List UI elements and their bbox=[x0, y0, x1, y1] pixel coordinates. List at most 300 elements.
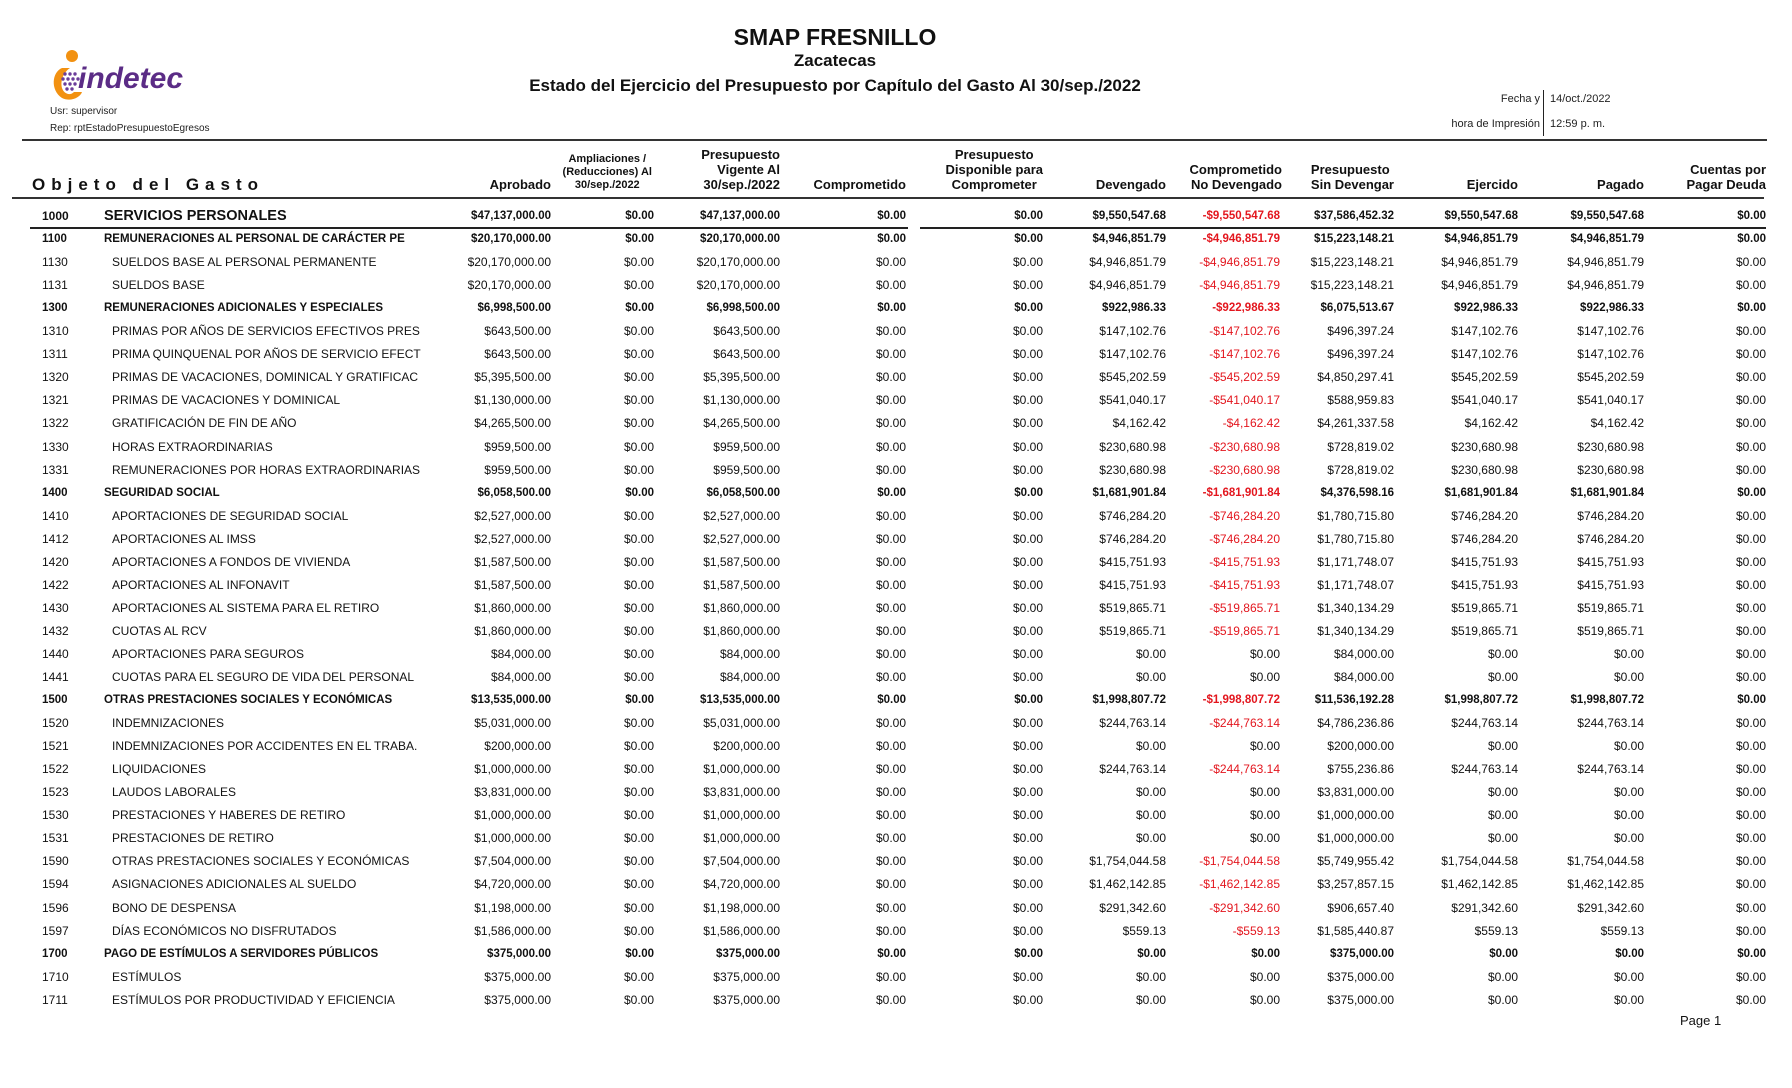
cell-sin-devengar: $1,780,715.80 bbox=[1317, 531, 1394, 546]
cell-pagado: $244,763.14 bbox=[1577, 762, 1644, 777]
cell-cuentas-por-pagar: $0.00 bbox=[1735, 324, 1766, 339]
account-description: GRATIFICACIÓN DE FIN DE AÑO bbox=[112, 416, 297, 431]
cell-comprometido: $0.00 bbox=[875, 370, 906, 385]
cell-sin-devengar: $6,075,513.67 bbox=[1320, 302, 1394, 315]
cell-aprobado: $47,137,000.00 bbox=[471, 210, 551, 222]
cell-cuentas-por-pagar: $0.00 bbox=[1737, 233, 1766, 246]
account-code: 1590 bbox=[42, 854, 69, 869]
cell-aprobado: $1,587,500.00 bbox=[474, 554, 551, 569]
cell-comprometido: $0.00 bbox=[877, 486, 906, 499]
cell-comprometido-no-devengado: $0.00 bbox=[1249, 739, 1280, 754]
cell-ampliaciones: $0.00 bbox=[623, 508, 654, 523]
print-datetime bbox=[1440, 90, 1680, 138]
account-code: 1522 bbox=[42, 762, 69, 777]
cell-ejercido: $0.00 bbox=[1487, 992, 1518, 1007]
cell-comprometido-no-devengado: $0.00 bbox=[1249, 992, 1280, 1007]
col-ampliaciones: Ampliaciones / (Reducciones) Al 30/sep./2022 bbox=[562, 153, 652, 191]
cell-cuentas-por-pagar: $0.00 bbox=[1737, 486, 1766, 499]
cell-comprometido: $0.00 bbox=[877, 233, 906, 246]
table-row bbox=[0, 897, 1792, 920]
cell-comprometido-no-devengado: $0.00 bbox=[1249, 785, 1280, 800]
cell-devengado: $244,763.14 bbox=[1099, 716, 1166, 731]
cell-vigente: $375,000.00 bbox=[716, 947, 780, 960]
table-row bbox=[0, 804, 1792, 827]
cell-cuentas-por-pagar: $0.00 bbox=[1735, 739, 1766, 754]
table-row bbox=[0, 320, 1792, 343]
cell-cuentas-por-pagar: $0.00 bbox=[1735, 577, 1766, 592]
cell-comprometido: $0.00 bbox=[877, 302, 906, 315]
print-time-value: 12:59 p. m. bbox=[1550, 118, 1606, 130]
cell-pagado: $4,162.42 bbox=[1590, 416, 1644, 431]
cell-ejercido: $230,680.98 bbox=[1451, 462, 1518, 477]
cell-aprobado: $1,130,000.00 bbox=[474, 393, 551, 408]
cell-devengado: $0.00 bbox=[1135, 969, 1166, 984]
cell-vigente: $6,998,500.00 bbox=[706, 302, 780, 315]
account-description: PRIMAS POR AÑOS DE SERVICIOS EFECTIVOS PRES bbox=[112, 324, 420, 339]
cell-comprometido-no-devengado: -$922,986.33 bbox=[1212, 302, 1280, 315]
cell-aprobado: $1,000,000.00 bbox=[474, 831, 551, 846]
table-row bbox=[0, 966, 1792, 989]
account-description: APORTACIONES AL INFONAVIT bbox=[112, 577, 290, 592]
account-description: APORTACIONES PARA SEGUROS bbox=[112, 646, 305, 661]
cell-vigente: $643,500.00 bbox=[713, 324, 780, 339]
cell-sin-devengar: $728,819.02 bbox=[1327, 439, 1394, 454]
cell-comprometido: $0.00 bbox=[875, 508, 906, 523]
print-time-label: hora de Impresión bbox=[1451, 118, 1540, 130]
cell-ejercido: $0.00 bbox=[1487, 969, 1518, 984]
cell-ejercido: $9,550,547.68 bbox=[1444, 210, 1518, 222]
cell-ampliaciones: $0.00 bbox=[623, 808, 654, 823]
cell-ejercido: $545,202.59 bbox=[1451, 370, 1518, 385]
cell-vigente: $375,000.00 bbox=[713, 992, 780, 1007]
cell-comprometido-no-devengado: $0.00 bbox=[1251, 947, 1280, 960]
cell-cuentas-por-pagar: $0.00 bbox=[1735, 462, 1766, 477]
cell-devengado: $0.00 bbox=[1135, 992, 1166, 1007]
cell-sin-devengar: $1,171,748.07 bbox=[1317, 554, 1394, 569]
cell-disponible: $0.00 bbox=[1012, 877, 1043, 892]
cell-devengado: $415,751.93 bbox=[1099, 577, 1166, 592]
cell-pagado: $4,946,851.79 bbox=[1567, 255, 1644, 270]
cell-sin-devengar: $15,223,148.21 bbox=[1310, 255, 1394, 270]
cell-devengado: $4,946,851.79 bbox=[1089, 255, 1166, 270]
cell-vigente: $20,170,000.00 bbox=[696, 278, 780, 293]
cell-vigente: $7,504,000.00 bbox=[703, 854, 780, 869]
cell-ampliaciones: $0.00 bbox=[623, 347, 654, 362]
table-row bbox=[0, 366, 1792, 389]
account-description: APORTACIONES DE SEGURIDAD SOCIAL bbox=[112, 508, 349, 523]
cell-sin-devengar: $728,819.02 bbox=[1327, 462, 1394, 477]
table-row bbox=[0, 620, 1792, 643]
col-comprometido-no-devengado: Comprometido No Devengado bbox=[1189, 162, 1282, 192]
cell-sin-devengar: $375,000.00 bbox=[1327, 969, 1394, 984]
account-description: SUELDOS BASE AL PERSONAL PERMANENTE bbox=[112, 255, 377, 270]
cell-comprometido-no-devengado: -$415,751.93 bbox=[1209, 577, 1280, 592]
cell-devengado: $746,284.20 bbox=[1099, 508, 1166, 523]
cell-pagado: $541,040.17 bbox=[1577, 393, 1644, 408]
account-description: APORTACIONES AL SISTEMA PARA EL RETIRO bbox=[112, 600, 380, 615]
account-code: 1400 bbox=[42, 486, 68, 499]
table-row bbox=[0, 712, 1792, 735]
table-row bbox=[0, 343, 1792, 366]
cell-comprometido: $0.00 bbox=[875, 577, 906, 592]
cell-sin-devengar: $1,000,000.00 bbox=[1317, 808, 1394, 823]
table-row bbox=[0, 459, 1792, 482]
cell-pagado: $4,946,851.79 bbox=[1567, 278, 1644, 293]
cell-sin-devengar: $200,000.00 bbox=[1327, 739, 1394, 754]
cell-disponible: $0.00 bbox=[1014, 486, 1043, 499]
account-description: APORTACIONES A FONDOS DE VIVIENDA bbox=[112, 554, 351, 569]
cell-ampliaciones: $0.00 bbox=[623, 416, 654, 431]
cell-aprobado: $1,860,000.00 bbox=[474, 623, 551, 638]
cell-aprobado: $20,170,000.00 bbox=[467, 255, 551, 270]
account-description: LIQUIDACIONES bbox=[112, 762, 207, 777]
account-code: 1000 bbox=[42, 209, 69, 223]
cell-ampliaciones: $0.00 bbox=[623, 531, 654, 546]
account-description: REMUNERACIONES POR HORAS EXTRAORDINARIAS bbox=[112, 462, 421, 477]
print-date-label: Fecha y bbox=[1500, 93, 1540, 105]
cell-ejercido: $244,763.14 bbox=[1451, 762, 1518, 777]
cell-vigente: $1,000,000.00 bbox=[703, 762, 780, 777]
cell-vigente: $47,137,000.00 bbox=[700, 210, 780, 222]
cell-sin-devengar: $496,397.24 bbox=[1327, 324, 1394, 339]
cell-ampliaciones: $0.00 bbox=[623, 923, 654, 938]
cell-ejercido: $541,040.17 bbox=[1451, 393, 1518, 408]
col-presupuesto-vigente: Presupuesto Vigente Al 30/sep./2022 bbox=[701, 147, 780, 192]
cell-ejercido: $147,102.76 bbox=[1451, 347, 1518, 362]
cell-comprometido-no-devengado: -$4,162.42 bbox=[1222, 416, 1280, 431]
cell-pagado: $291,342.60 bbox=[1577, 900, 1644, 915]
cell-ampliaciones: $0.00 bbox=[625, 233, 654, 246]
cell-aprobado: $200,000.00 bbox=[484, 739, 551, 754]
table-row bbox=[0, 643, 1792, 666]
cell-pagado: $0.00 bbox=[1613, 739, 1644, 754]
cell-comprometido-no-devengado: -$746,284.20 bbox=[1209, 531, 1280, 546]
cell-disponible: $0.00 bbox=[1012, 739, 1043, 754]
cell-comprometido: $0.00 bbox=[875, 255, 906, 270]
cell-devengado: $922,986.33 bbox=[1102, 302, 1166, 315]
cell-comprometido: $0.00 bbox=[875, 992, 906, 1007]
account-description: CUOTAS AL RCV bbox=[112, 623, 207, 638]
cell-comprometido-no-devengado: -$1,754,044.58 bbox=[1199, 854, 1280, 869]
cell-aprobado: $7,504,000.00 bbox=[474, 854, 551, 869]
cell-devengado: $519,865.71 bbox=[1099, 623, 1166, 638]
cell-disponible: $0.00 bbox=[1012, 324, 1043, 339]
cell-ampliaciones: $0.00 bbox=[623, 646, 654, 661]
cell-pagado: $0.00 bbox=[1613, 646, 1644, 661]
cell-aprobado: $6,998,500.00 bbox=[477, 302, 551, 315]
cell-comprometido: $0.00 bbox=[875, 554, 906, 569]
cell-sin-devengar: $375,000.00 bbox=[1327, 992, 1394, 1007]
account-code: 1700 bbox=[42, 947, 68, 960]
cell-vigente: $5,395,500.00 bbox=[703, 370, 780, 385]
cell-devengado: $4,946,851.79 bbox=[1092, 233, 1166, 246]
table-row bbox=[0, 873, 1792, 896]
cell-aprobado: $6,058,500.00 bbox=[477, 486, 551, 499]
table-row bbox=[0, 920, 1792, 943]
account-description: PRIMAS DE VACACIONES, DOMINICAL Y GRATIFICAC bbox=[112, 370, 419, 385]
account-code: 1300 bbox=[42, 302, 68, 315]
cell-ampliaciones: $0.00 bbox=[623, 716, 654, 731]
cell-disponible: $0.00 bbox=[1012, 923, 1043, 938]
cell-ejercido: $4,946,851.79 bbox=[1444, 233, 1518, 246]
account-description: PRESTACIONES Y HABERES DE RETIRO bbox=[112, 808, 346, 823]
cell-sin-devengar: $15,223,148.21 bbox=[1310, 278, 1394, 293]
cell-ejercido: $0.00 bbox=[1487, 785, 1518, 800]
table-row bbox=[0, 781, 1792, 804]
account-description: CUOTAS PARA EL SEGURO DE VIDA DEL PERSONAL bbox=[112, 670, 415, 684]
cell-devengado: $9,550,547.68 bbox=[1092, 210, 1166, 222]
cell-ampliaciones: $0.00 bbox=[623, 670, 654, 684]
cell-ejercido: $1,998,807.72 bbox=[1444, 694, 1518, 707]
cell-pagado: $244,763.14 bbox=[1577, 716, 1644, 731]
cell-vigente: $1,587,500.00 bbox=[703, 554, 780, 569]
account-code: 1410 bbox=[42, 508, 69, 523]
account-description: APORTACIONES AL IMSS bbox=[112, 531, 256, 546]
cell-sin-devengar: $4,376,598.16 bbox=[1320, 486, 1394, 499]
cell-cuentas-por-pagar: $0.00 bbox=[1735, 670, 1766, 684]
cell-ampliaciones: $0.00 bbox=[625, 210, 654, 222]
cell-pagado: $746,284.20 bbox=[1577, 531, 1644, 546]
account-description: SERVICIOS PERSONALES bbox=[104, 208, 287, 224]
cell-cuentas-por-pagar: $0.00 bbox=[1735, 347, 1766, 362]
cell-comprometido-no-devengado: -$1,998,807.72 bbox=[1202, 694, 1280, 707]
cell-ejercido: $746,284.20 bbox=[1451, 531, 1518, 546]
cell-vigente: $959,500.00 bbox=[713, 462, 780, 477]
cell-aprobado: $1,860,000.00 bbox=[474, 600, 551, 615]
cell-aprobado: $643,500.00 bbox=[484, 324, 551, 339]
account-code: 1310 bbox=[42, 324, 69, 339]
cell-ampliaciones: $0.00 bbox=[625, 947, 654, 960]
cell-ejercido: $0.00 bbox=[1487, 739, 1518, 754]
cell-sin-devengar: $4,850,297.41 bbox=[1317, 370, 1394, 385]
account-description: PAGO DE ESTÍMULOS A SERVIDORES PÚBLICOS bbox=[104, 947, 379, 960]
account-description: PRIMAS DE VACACIONES Y DOMINICAL bbox=[112, 393, 341, 408]
cell-vigente: $13,535,000.00 bbox=[700, 694, 780, 707]
cell-ampliaciones: $0.00 bbox=[625, 302, 654, 315]
account-code: 1596 bbox=[42, 900, 69, 915]
cell-comprometido-no-devengado: -$4,946,851.79 bbox=[1202, 233, 1280, 246]
cell-cuentas-por-pagar: $0.00 bbox=[1737, 694, 1766, 707]
cell-devengado: $0.00 bbox=[1135, 670, 1166, 684]
cell-cuentas-por-pagar: $0.00 bbox=[1735, 716, 1766, 731]
cell-devengado: $415,751.93 bbox=[1099, 554, 1166, 569]
cell-cuentas-por-pagar: $0.00 bbox=[1735, 923, 1766, 938]
cell-ejercido: $0.00 bbox=[1487, 808, 1518, 823]
cell-disponible: $0.00 bbox=[1014, 947, 1043, 960]
cell-cuentas-por-pagar: $0.00 bbox=[1735, 808, 1766, 823]
cell-vigente: $4,265,500.00 bbox=[703, 416, 780, 431]
table-row bbox=[0, 850, 1792, 873]
cell-devengado: $559.13 bbox=[1122, 923, 1166, 938]
concept-row bbox=[0, 297, 1792, 320]
cell-pagado: $0.00 bbox=[1613, 992, 1644, 1007]
cell-aprobado: $959,500.00 bbox=[484, 439, 551, 454]
cell-aprobado: $4,265,500.00 bbox=[474, 416, 551, 431]
cell-disponible: $0.00 bbox=[1012, 462, 1043, 477]
cell-ejercido: $0.00 bbox=[1489, 947, 1518, 960]
cell-comprometido: $0.00 bbox=[875, 623, 906, 638]
cell-comprometido: $0.00 bbox=[875, 600, 906, 615]
cell-ejercido: $519,865.71 bbox=[1451, 623, 1518, 638]
cell-vigente: $1,130,000.00 bbox=[703, 393, 780, 408]
cell-comprometido-no-devengado: -$4,946,851.79 bbox=[1199, 278, 1280, 293]
account-description: LAUDOS LABORALES bbox=[112, 785, 237, 800]
account-code: 1321 bbox=[42, 393, 69, 408]
table-row bbox=[0, 597, 1792, 620]
account-code: 1500 bbox=[42, 694, 68, 707]
cell-comprometido-no-devengado: -$147,102.76 bbox=[1209, 324, 1280, 339]
cell-cuentas-por-pagar: $0.00 bbox=[1735, 831, 1766, 846]
cell-vigente: $1,860,000.00 bbox=[703, 600, 780, 615]
table-row bbox=[0, 574, 1792, 597]
cell-ampliaciones: $0.00 bbox=[623, 370, 654, 385]
cell-comprometido-no-devengado: -$746,284.20 bbox=[1209, 508, 1280, 523]
cell-vigente: $643,500.00 bbox=[713, 347, 780, 362]
table-row bbox=[0, 758, 1792, 781]
cell-aprobado: $2,527,000.00 bbox=[474, 531, 551, 546]
cell-comprometido-no-devengado: -$4,946,851.79 bbox=[1199, 255, 1280, 270]
cell-ejercido: $559.13 bbox=[1474, 923, 1518, 938]
cell-pagado: $922,986.33 bbox=[1580, 302, 1644, 315]
cell-disponible: $0.00 bbox=[1012, 278, 1043, 293]
account-code: 1322 bbox=[42, 416, 69, 431]
cell-comprometido: $0.00 bbox=[875, 347, 906, 362]
cell-aprobado: $20,170,000.00 bbox=[471, 233, 551, 246]
cell-disponible: $0.00 bbox=[1012, 255, 1043, 270]
cell-comprometido: $0.00 bbox=[875, 785, 906, 800]
cell-comprometido-no-devengado: $0.00 bbox=[1249, 670, 1280, 684]
cell-pagado: $147,102.76 bbox=[1577, 347, 1644, 362]
account-description: ESTÍMULOS POR PRODUCTIVIDAD Y EFICIENCIA bbox=[112, 992, 395, 1007]
table-row bbox=[0, 666, 1792, 689]
cell-ejercido: $922,986.33 bbox=[1454, 302, 1518, 315]
print-box-divider bbox=[1543, 90, 1544, 136]
cell-comprometido: $0.00 bbox=[875, 278, 906, 293]
cell-disponible: $0.00 bbox=[1014, 233, 1043, 246]
cell-comprometido-no-devengado: -$9,550,547.68 bbox=[1202, 210, 1280, 222]
cell-comprometido: $0.00 bbox=[875, 969, 906, 984]
col-sin-devengar: Presupuesto Sin Devengar bbox=[1310, 162, 1394, 192]
cell-vigente: $200,000.00 bbox=[713, 739, 780, 754]
cell-disponible: $0.00 bbox=[1014, 302, 1043, 315]
entity-title: SMAP FRESNILLO bbox=[733, 24, 937, 50]
col-objeto-del-gasto: Objeto del Gasto bbox=[32, 175, 265, 194]
cell-ampliaciones: $0.00 bbox=[623, 785, 654, 800]
cell-pagado: $1,681,901.84 bbox=[1570, 486, 1644, 499]
cell-comprometido: $0.00 bbox=[875, 716, 906, 731]
cell-aprobado: $643,500.00 bbox=[484, 347, 551, 362]
cell-sin-devengar: $1,340,134.29 bbox=[1317, 623, 1394, 638]
chapter-row bbox=[0, 205, 1792, 228]
cell-comprometido-no-devengado: $0.00 bbox=[1249, 808, 1280, 823]
cell-devengado: $1,681,901.84 bbox=[1092, 486, 1166, 499]
cell-aprobado: $2,527,000.00 bbox=[474, 508, 551, 523]
table-row bbox=[0, 412, 1792, 435]
cell-sin-devengar: $84,000.00 bbox=[1333, 670, 1394, 684]
cell-devengado: $0.00 bbox=[1135, 646, 1166, 661]
cell-ampliaciones: $0.00 bbox=[623, 762, 654, 777]
cell-cuentas-por-pagar: $0.00 bbox=[1737, 947, 1766, 960]
cell-devengado: $230,680.98 bbox=[1099, 439, 1166, 454]
cell-disponible: $0.00 bbox=[1012, 531, 1043, 546]
cell-disponible: $0.00 bbox=[1012, 439, 1043, 454]
cell-aprobado: $84,000.00 bbox=[490, 670, 551, 684]
account-description: REMUNERACIONES AL PERSONAL DE CARÁCTER PE bbox=[104, 233, 405, 246]
cell-disponible: $0.00 bbox=[1012, 347, 1043, 362]
cell-devengado: $147,102.76 bbox=[1099, 347, 1166, 362]
column-header-rule bbox=[12, 197, 1764, 199]
cell-ejercido: $4,946,851.79 bbox=[1441, 278, 1518, 293]
cell-vigente: $1,000,000.00 bbox=[703, 831, 780, 846]
cell-pagado: $0.00 bbox=[1613, 831, 1644, 846]
cell-pagado: $1,998,807.72 bbox=[1570, 694, 1644, 707]
cell-comprometido: $0.00 bbox=[875, 739, 906, 754]
cell-cuentas-por-pagar: $0.00 bbox=[1735, 623, 1766, 638]
cell-aprobado: $1,586,000.00 bbox=[474, 923, 551, 938]
cell-devengado: $545,202.59 bbox=[1099, 370, 1166, 385]
account-code: 1430 bbox=[42, 600, 69, 615]
cell-pagado: $415,751.93 bbox=[1577, 554, 1644, 569]
cell-cuentas-por-pagar: $0.00 bbox=[1735, 255, 1766, 270]
cell-disponible: $0.00 bbox=[1012, 646, 1043, 661]
cell-ejercido: $746,284.20 bbox=[1451, 508, 1518, 523]
cell-pagado: $1,754,044.58 bbox=[1567, 854, 1644, 869]
account-code: 1432 bbox=[42, 623, 69, 638]
cell-comprometido-no-devengado: -$559.13 bbox=[1232, 923, 1280, 938]
cell-ampliaciones: $0.00 bbox=[623, 554, 654, 569]
cell-pagado: $1,462,142.85 bbox=[1567, 877, 1644, 892]
cell-cuentas-por-pagar: $0.00 bbox=[1735, 393, 1766, 408]
cell-cuentas-por-pagar: $0.00 bbox=[1735, 278, 1766, 293]
account-code: 1440 bbox=[42, 646, 69, 661]
cell-aprobado: $20,170,000.00 bbox=[467, 278, 551, 293]
cell-comprometido: $0.00 bbox=[877, 694, 906, 707]
cell-pagado: $545,202.59 bbox=[1577, 370, 1644, 385]
cell-vigente: $3,831,000.00 bbox=[703, 785, 780, 800]
page-number: Page 1 bbox=[1680, 1013, 1722, 1028]
cell-cuentas-por-pagar: $0.00 bbox=[1735, 877, 1766, 892]
cell-cuentas-por-pagar: $0.00 bbox=[1735, 439, 1766, 454]
cell-vigente: $2,527,000.00 bbox=[703, 531, 780, 546]
cell-disponible: $0.00 bbox=[1012, 969, 1043, 984]
account-code: 1523 bbox=[42, 785, 69, 800]
cell-devengado: $1,462,142.85 bbox=[1089, 877, 1166, 892]
cell-aprobado: $4,720,000.00 bbox=[474, 877, 551, 892]
cell-disponible: $0.00 bbox=[1012, 785, 1043, 800]
cell-cuentas-por-pagar: $0.00 bbox=[1735, 600, 1766, 615]
cell-pagado: $230,680.98 bbox=[1577, 439, 1644, 454]
account-code: 1521 bbox=[42, 739, 69, 754]
cell-cuentas-por-pagar: $0.00 bbox=[1737, 210, 1766, 222]
account-code: 1100 bbox=[42, 233, 67, 246]
table-row bbox=[0, 389, 1792, 412]
cell-aprobado: $1,000,000.00 bbox=[474, 808, 551, 823]
cell-ejercido: $415,751.93 bbox=[1451, 577, 1518, 592]
cell-devengado: $291,342.60 bbox=[1099, 900, 1166, 915]
concept-row bbox=[0, 228, 1792, 251]
cell-ejercido: $4,946,851.79 bbox=[1441, 255, 1518, 270]
cell-cuentas-por-pagar: $0.00 bbox=[1735, 646, 1766, 661]
cell-comprometido: $0.00 bbox=[875, 462, 906, 477]
cell-devengado: $519,865.71 bbox=[1099, 600, 1166, 615]
cell-comprometido-no-devengado: -$230,680.98 bbox=[1209, 439, 1280, 454]
cell-vigente: $84,000.00 bbox=[719, 646, 780, 661]
cell-sin-devengar: $1,780,715.80 bbox=[1317, 508, 1394, 523]
cell-pagado: $0.00 bbox=[1613, 670, 1644, 684]
cell-aprobado: $375,000.00 bbox=[484, 969, 551, 984]
cell-cuentas-por-pagar: $0.00 bbox=[1735, 785, 1766, 800]
col-aprobado: Aprobado bbox=[489, 177, 551, 192]
